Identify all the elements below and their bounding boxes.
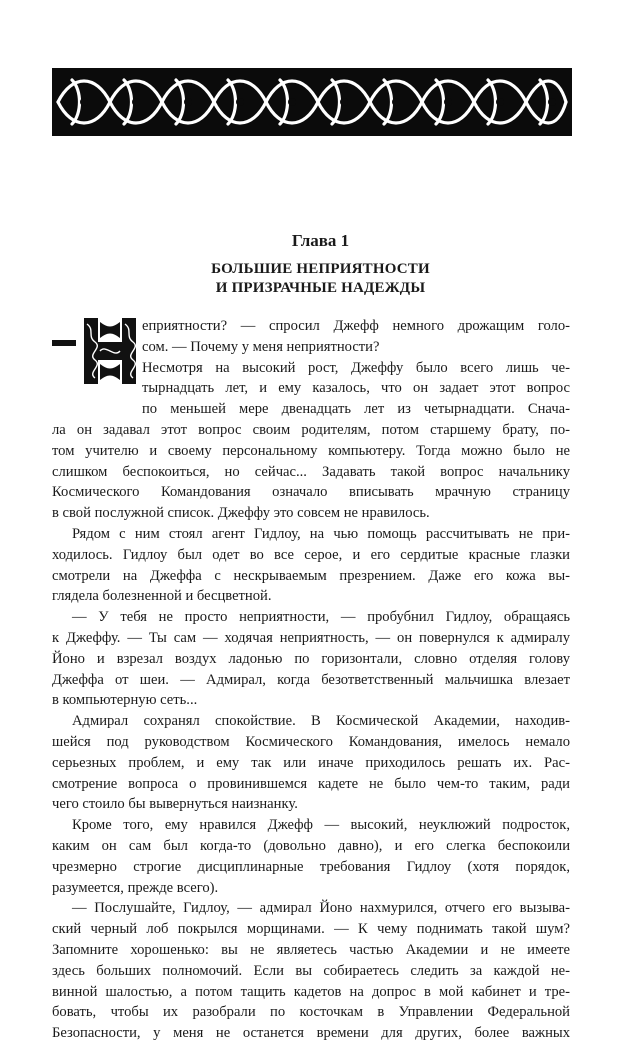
text-line: чрезмерно строгие дисциплинарные требования Гидлоу (хотя порядок, <box>52 858 570 875</box>
text-line: Джеффа от шеи. — Адмирал, когда безответственный мальчишка влезает <box>52 671 570 688</box>
celtic-knotwork-border-icon <box>52 68 572 136</box>
text-line: разумеется, прежде всего). <box>52 879 219 896</box>
text-line: шейся под руководством Космического Командования, имелось немало <box>52 733 570 750</box>
text-line: смотрели на Джеффа с нескрываемым презрением. Даже его кожа вы- <box>52 567 570 584</box>
text-line: бовать, чтобы их разобрали по косточкам в Управлении Федеральной <box>52 1004 570 1021</box>
text-line: Рядом с ним стоял агент Гидлоу, на чью помощь рассчитывать не при- <box>72 525 570 542</box>
text-line: Кроме того, ему нравился Джефф — высокий, неуклюжий подросток, <box>72 817 570 834</box>
text-line: каким он сам был когда-то (довольно давно), и его слегка беспокоили <box>52 837 570 854</box>
text-line: винной шалостью, а потом тащить кадетов на допрос в мой кабинет и тре- <box>52 983 570 1000</box>
text-line: смотрение вопроса о провинившемся кадете не было чем-то таким, ради <box>52 775 570 792</box>
text-line: Запомните хорошенько: вы не являетесь частью Академии и не имеете <box>52 941 570 958</box>
text-line: тырнадцать лет, и ему казалось, что он задает этот вопрос <box>142 380 570 397</box>
text-line: глядела болезненной и бесцветной. <box>52 588 272 605</box>
text-line: Космического Командования означало вписывать мрачную страницу <box>52 484 570 501</box>
chapter-title-line-1: БОЛЬШИЕ НЕПРИЯТНОСТИ <box>211 261 430 277</box>
chapter-title <box>0 260 641 298</box>
text-line: Адмирал сохранял спокойствие. В Космической Академии, находив- <box>72 713 570 730</box>
text-line: в свой послужной список. Джеффу это совсем не нравилось. <box>52 505 430 522</box>
chapter-title-line-2: И ПРИЗРАЧНЫЕ НАДЕЖДЫ <box>215 280 426 296</box>
text-line: — Послушайте, Гидлоу, — адмирал Йоно нахмурился, отчего его вызыва- <box>72 900 570 917</box>
text-line: по меньшей мере двенадцать лет из четырнадцати. Снача- <box>142 401 570 418</box>
text-line: здесь больших полномочий. Если вы собираетесь следить за каждой не- <box>52 962 570 979</box>
text-line: сом. — Почему у меня неприятности? <box>142 338 380 355</box>
text-line: серьезных проблем, и ему так или иначе приходилось решать их. Рас- <box>52 754 570 771</box>
text-line: — У тебя не просто неприятности, — пробубнил Гидлоу, обращаясь <box>72 609 570 626</box>
text-line: ский черный лоб покрылся морщинами. — К чему поднимать такой шум? <box>52 921 570 938</box>
text-line: Безопасности, у меня не останется времени для других, более важных <box>52 1025 570 1042</box>
text-line: том учителю и своему персональному компьютеру. Тогда можно было не <box>52 442 570 459</box>
chapter-number: Глава 1 <box>291 231 350 250</box>
text-line: чего стоило бы вывернуться наизнанку. <box>52 796 298 813</box>
text-line: ходилось. Гидлоу был одет во все серое, и его сердитые красные глазки <box>52 546 570 563</box>
body-text <box>52 316 570 1044</box>
text-line: в компьютерную сеть... <box>52 692 198 709</box>
text-line: Йоно и взрезал воздух ладонью по горизонтали, словно отделяя голову <box>52 650 570 667</box>
text-line: ла он задавал этот вопрос своим родителям, потом старшему брату, по- <box>52 421 570 438</box>
text-line: Несмотря на высокий рост, Джеффу было всего лишь че- <box>142 359 570 376</box>
text-line: к Джеффу. — Ты сам — ходячая неприятность, — он повернулся к адмиралу <box>52 629 570 646</box>
text-line: еприятности? — спросил Джефф немного дрожащим голо- <box>142 318 570 334</box>
text-line: слишком беспокоиться, но сейчас... Задавать такой вопрос начальнику <box>52 463 570 480</box>
